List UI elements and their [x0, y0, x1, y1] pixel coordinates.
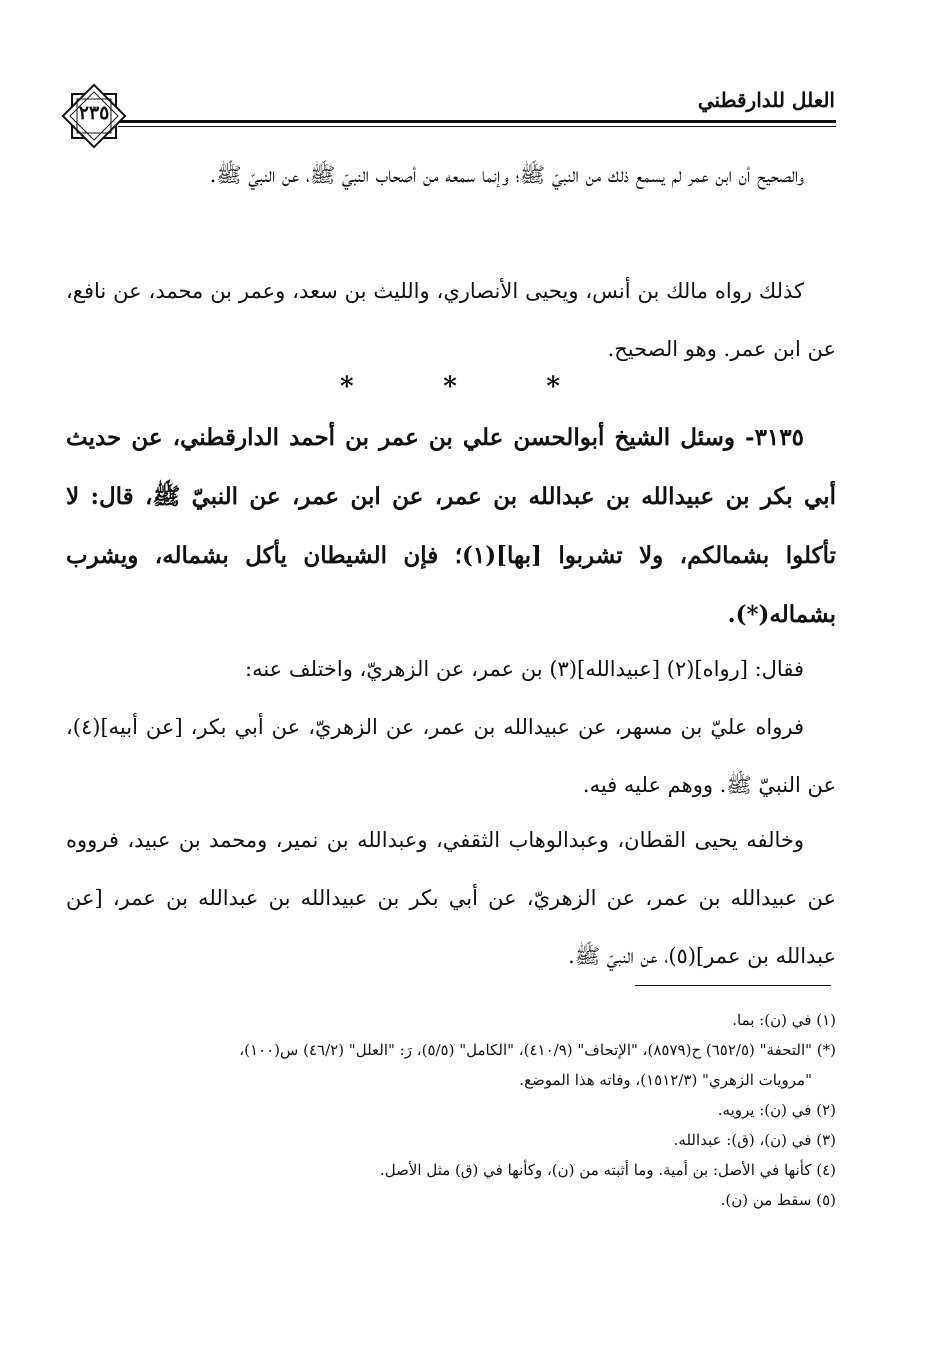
footnote-5: (٥) سقط من (ن).	[720, 1191, 836, 1209]
footnote-1: (١) في (ن): بما.	[732, 1011, 836, 1029]
footnote-4: (٤) كأنها في الأصل: بن أمية. وما أثبته من (ن)، وكأنها في (ق) مثل الأصل.	[379, 1161, 836, 1179]
separator-star: *	[546, 372, 560, 402]
section-separator	[340, 372, 560, 402]
footnote-star	[61, 1035, 836, 1095]
page-number: ٢٣٥	[78, 102, 110, 124]
question-heading: ٣١٣٥- وسئل الشيخ أبوالحسن علي بن عمر بن أحمد الدارقطني، عن حديث أبي بكر بن عبيدالله بن عبدالله بن عمر، عن ابن عمر، عن النبيّ ﷺ، قال: لا تأكلوا بشمالكم، ولا تشربوا [بها](١)؛ فإن الشيطان يأكل بشماله، ويشرب بشماله(*).	[66, 424, 836, 628]
running-header-title: العلل للدارقطني	[697, 88, 835, 112]
paragraph-opposing-narrators: وخالفه يحيى القطان، وعبدالوهاب الثقفي، وعبدالله بن نمير، ومحمد بن عبيد، فرووه عن عبيدالله بن عمر، عن الزهريّ، عن أبي بكر بن عبيدالله بن عبدالله بن عمر، [عن عبدالله بن عمر](٥)، عن النبيّ ﷺ.	[66, 828, 836, 968]
footnote-star-line-2: "مرويات الزهري" (١٥١٢/٣)، وفاته هذا الموضع.	[519, 1071, 812, 1089]
footnote-2: (٢) في (ن): يرويه.	[717, 1101, 836, 1119]
footnote-separator	[635, 985, 831, 986]
paragraph-ali-ibn-mushir: فرواه عليّ بن مسهر، عن عبيدالله بن عمر، عن الزهريّ، عن أبي بكر، [عن أبيه](٤)، عن النبيّ ﷺ. ووهم عليه فيه.	[66, 715, 836, 797]
paragraph-answer: فقال: [رواه](٢) [عبيدالله](٣) بن عمر، عن الزهريّ، واختلف عنه:	[245, 657, 804, 681]
header-double-rule	[118, 120, 836, 130]
separator-star: *	[340, 372, 354, 402]
footnotes	[61, 1005, 836, 1215]
footnote-3: (٣) في (ن)، (ق): عبدالله.	[673, 1131, 836, 1149]
paragraph-correct-view: والصحيح أن ابن عمر لم يسمع ذلك من النبيّ ﷺ؛ وإنما سمعه من أصحاب النبيّ ﷺ، عن النبيّ ﷺ.	[209, 163, 804, 187]
paragraph-narrators: كذلك رواه مالك بن أنس، ويحيى الأنصاري، والليث بن سعد، وعمر بن محمد، عن نافع، عن ابن عمر. وهو الصحيح.	[66, 279, 836, 361]
separator-star: *	[443, 372, 457, 402]
page-number-badge	[58, 80, 130, 152]
footnote-star-line-1: (*) "التحفة" (٦٥٢/٥) ح(٨٥٧٩)، "الإتحاف" (٤١٠/٩)، "الكامل" (٥/٥)، رَ: "العلل" (٤٦/٢) س(١٠٠)،	[239, 1041, 836, 1059]
